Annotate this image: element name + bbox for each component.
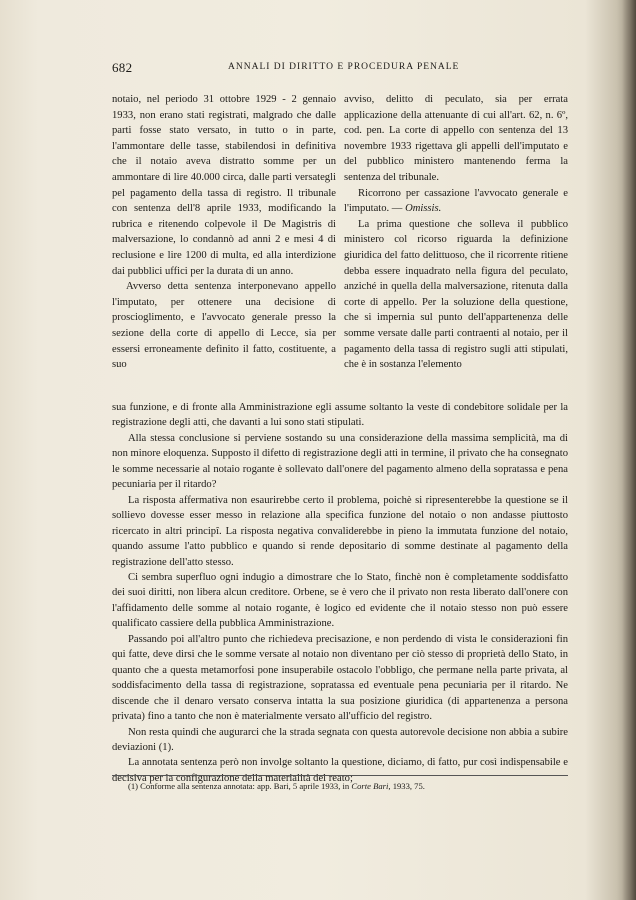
paragraph-text: Ricorrono per cassazione l'avvocato generale e l'imputato. — — [344, 187, 568, 215]
paragraph: Ci sembra superfluo ogni indugio a dimostrare che lo Stato, finchè non è completamente soddisfatto dei suoi diritti, non libera alcun creditore. Orbene, se è vero che il privato non resta liberato dall'onere con l'affidamento delle somme al notaio rogante, è logico ed evidente che il notaio stesso non può essere qualificato cassiere della pubblica Amministrazione. — [112, 571, 568, 630]
footnote-source: Corte Bari — [351, 781, 389, 791]
paragraph: Avverso detta sentenza interponevano appello l'imputato, per ottenere una decisione di proscioglimento, e l'avvocato generale presso la sezione della corte di appello di Lecce, sia per essersi erroneamente definito il fatto, costituente, a suo — [112, 281, 336, 371]
paragraph — [344, 186, 568, 217]
paragraph: Alla stessa conclusione si perviene sostando su una considerazione della massima semplicità, ma di non minore eloquenza. Supposto il difetto di registrazione degli atti in termine, il privato che ha consegnato le somme necessarie al notaio rogante è sollevato dall'onere del pagamento almeno della sopratassa e pena pecuniaria per il ritardo? — [112, 432, 568, 491]
main-text — [112, 400, 568, 786]
footnote — [128, 780, 568, 792]
right-column — [344, 92, 568, 373]
paragraph: avviso, delitto di peculato, sia per errata applicazione della attenuante di cui all'art. 62, n. 6º, cod. pen. La corte di appello con sentenza del 13 novembre 1933 rigettava gli appelli dell'imputato e del pubblico ministero mantenendo ferma la sentenza del tribunale. — [344, 94, 568, 183]
paragraph: sua funzione, e di fronte alla Amministrazione egli assume soltanto la veste di condebitore solidale per la registrazione degli atti, che davanti a lui sono stati stipulati. — [112, 402, 568, 429]
binding-shadow — [622, 0, 636, 900]
footnote-citation: , 1933, 75. — [388, 781, 425, 791]
paragraph: Passando poi all'altro punto che richiedeva precisazione, e non perdendo di vista le considerazioni fin qui fatte, deve dirsi che le somme versate al notaio non diventano per ciò stesso di proprietà dello Stato, in quanto che a questa metamorfosi pone insuperabile ostacolo l'obbligo, che permane nella parte privata, al soddisfacimento della tassa di registrazione, sopratassa ed eventuale pena pecuniaria per il ritardo. Ne discende che il denaro versato conserva intatta la sua posizione giuridica (di appartenenza a persona privata) fino a tanto che non è materialmente versato all'ufficio del registro. — [112, 633, 568, 723]
left-column — [112, 92, 336, 373]
paragraph: La risposta affermativa non esaurirebbe certo il problema, poichè si ripresenterebbe la questione se il sollievo dovesse esser messo in relazione alla specifica funzione del notaio o non andasse piuttosto ricercato in altri principî. La risposta negativa convaliderebbe in pieno la immutata funzione del notaio, quando assume l'atto pubblico e quando si rende depositario di somme destinate al pagamento della registrazione dell'atto stesso. — [112, 494, 568, 568]
omissis-marker: Omissis. — [405, 203, 442, 215]
paragraph: Non resta quindi che augurarci che la strada segnata con questa autorevole decisione non abbia a subire deviazioni (1). — [112, 726, 568, 753]
footnote-text: (1) Conforme alla sentenza annotata: app. Bari, 5 aprile 1933, in — [128, 781, 352, 791]
footnote-divider — [112, 775, 568, 776]
page-number: 682 — [112, 60, 133, 75]
paragraph: La annotata sentenza però non involge soltanto la questione, diciamo, di fatto, pur così indispensabile e decisiva per la configurazione della materialità del reato; — [112, 757, 568, 784]
paragraph: notaio, nel periodo 31 ottobre 1929 - 2 gennaio 1933, non erano stati registrati, malgrado che dalle parti fosse stato versato, in tutto o in parte, l'ammontare delle tasse, stabilendosi in definitiva che il notaio aveva distratto somme per un ammontare di lire 40.000 circa, dalle parti versategli pel pagamento della tassa di registro. Il tribunale con sentenza dell'8 aprile 1933, modificando la rubrica e ritenendo colpevole il De Magistris di malversazione, lo condannò ad anni 2 e mesi 4 di reclusione e lire 1200 di multa, ed alla interdizione dai pubblici uffici per la durata di un anno. — [112, 94, 336, 277]
running-head: ANNALI DI DIRITTO E PROCEDURA PENALE — [228, 62, 460, 72]
page-header — [112, 60, 578, 76]
paragraph: La prima questione che solleva il pubblico ministero col ricorso riguarda la definizione giuridica del fatto delittuoso, che il ricorrente ritiene debba essere inquadrato nella figura del peculato, anziché in quella della malversazione, ritenuta dalla corte di appello. Per la soluzione della questione, che si impernia sul punto dell'appartenenza delle somme versate dalle parti contraenti al notaio, per il pagamento della tassa di registro sugli atti stipulati, che è in sostanza l'elemento — [344, 218, 568, 371]
